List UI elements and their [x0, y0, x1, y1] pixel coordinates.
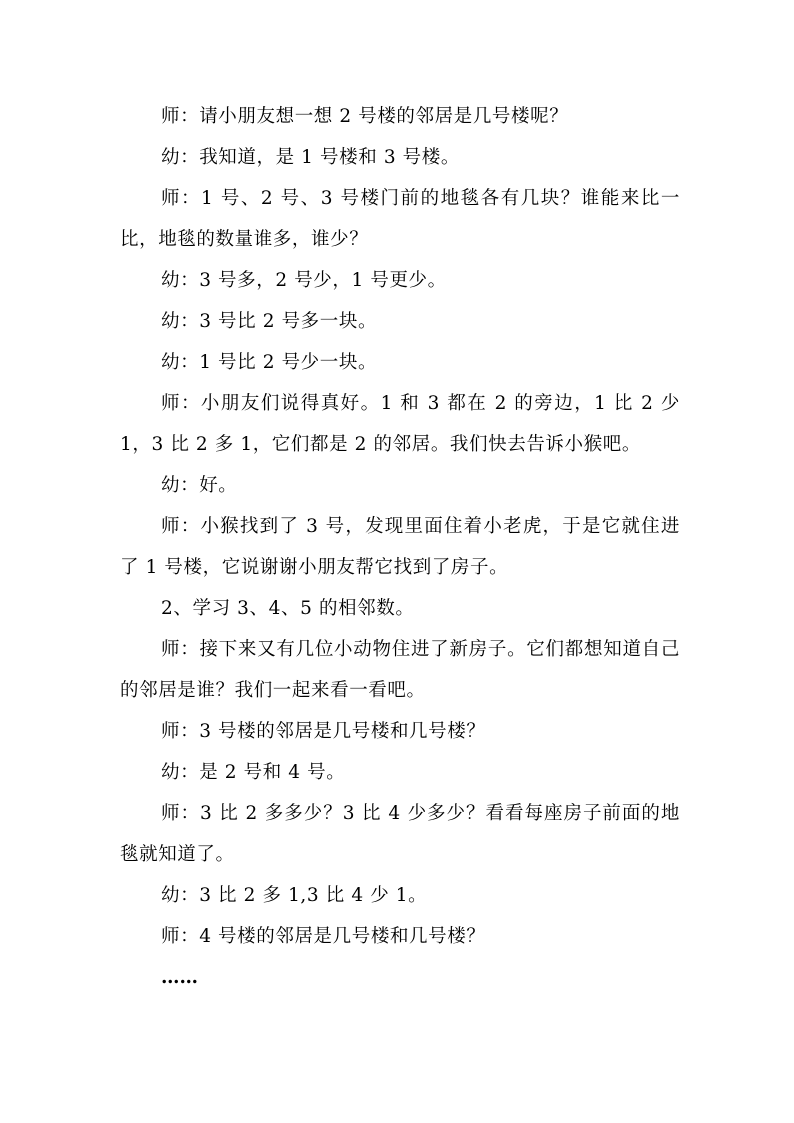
- paragraph-13: 幼：是 2 号和 4 号。: [161, 762, 346, 783]
- paragraph-5: 幼：3 号比 2 号多一块。: [161, 311, 378, 332]
- paragraph-1: 师：请小朋友想一想 2 号楼的邻居是几号楼呢？: [161, 106, 569, 127]
- paragraph-8: 幼：好。: [161, 475, 238, 496]
- paragraph-16: 师：4 号楼的邻居是几号楼和几号楼？: [161, 926, 486, 947]
- paragraph-7: 师：小朋友们说得真好。1 和 3 都在 2 的旁边，1 比 2 少 1，3 比 2 多 1，它们都是 2 的邻居。我们快去告诉小猴吧。: [120, 393, 680, 455]
- ellipsis: ……: [161, 967, 198, 988]
- paragraph-2: 幼：我知道，是 1 号楼和 3 号楼。: [161, 147, 460, 168]
- paragraph-14: 师：3 比 2 多多少？3 比 4 少多少？看看每座房子前面的地毯就知道了。: [120, 803, 680, 865]
- paragraph-11: 师：接下来又有几位小动物住进了新房子。它们都想知道自己的邻居是谁？我们一起来看一看吧。: [120, 639, 680, 701]
- paragraph-15: 幼：3 比 2 多 1,3 比 4 少 1。: [161, 885, 428, 906]
- paragraph-9: 师：小猴找到了 3 号，发现里面住着小老虎，于是它就住进了 1 号楼，它说谢谢小朋友帮它找到了房子。: [120, 516, 680, 578]
- paragraph-12: 师：3 号楼的邻居是几号楼和几号楼？: [161, 721, 486, 742]
- document-page: [120, 96, 680, 998]
- paragraph-6: 幼：1 号比 2 号少一块。: [161, 352, 378, 373]
- section-heading-neighbor-numbers: 2、学习 3、4、5 的相邻数。: [161, 598, 415, 619]
- paragraph-4: 幼：3 号多，2 号少，1 号更少。: [161, 270, 447, 291]
- paragraph-3: 师：1 号、2 号、3 号楼门前的地毯各有几块？谁能来比一比，地毯的数量谁多，谁少？: [120, 188, 680, 250]
